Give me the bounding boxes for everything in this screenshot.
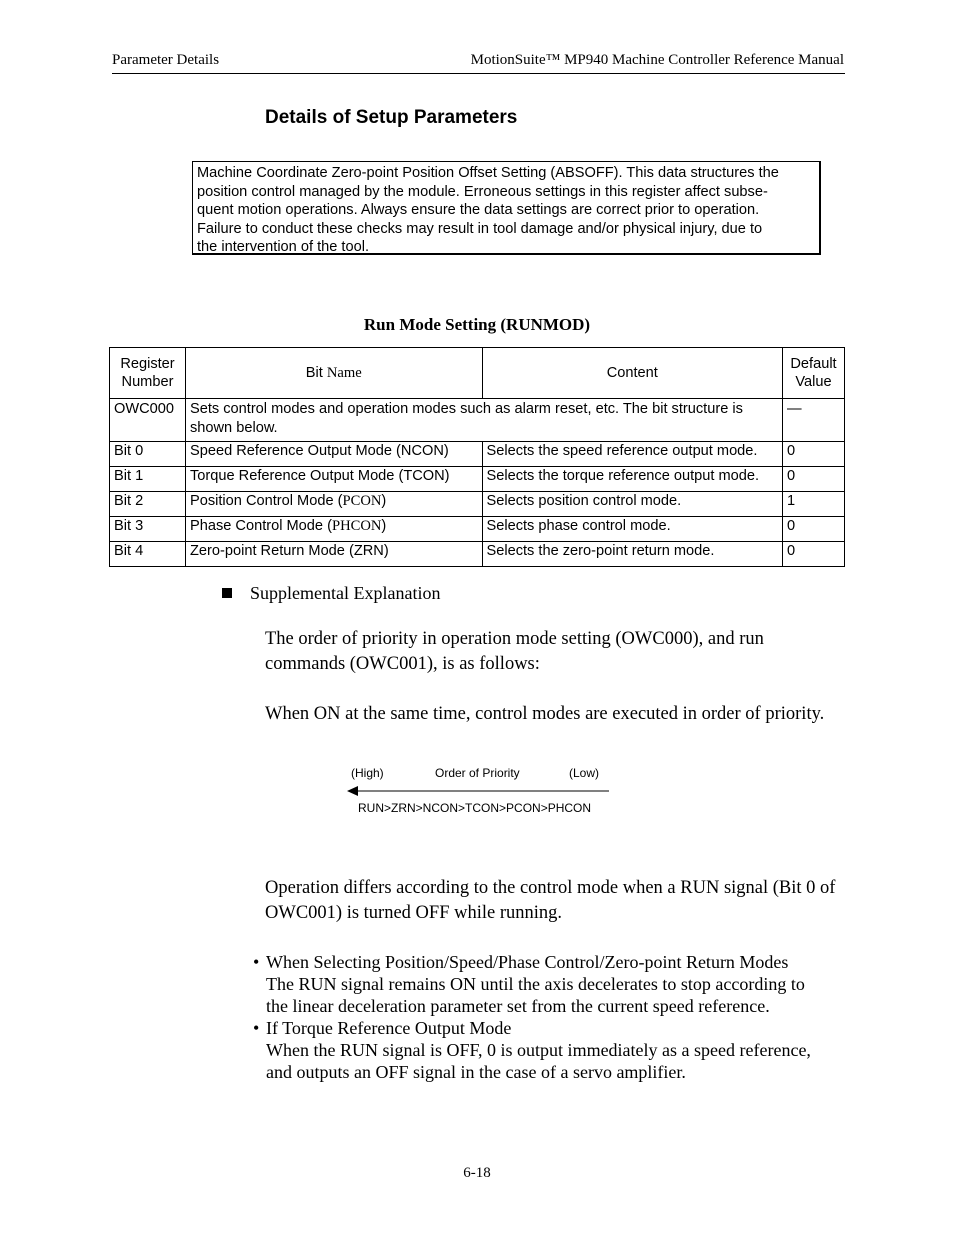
supplemental-heading: Supplemental Explanation — [250, 583, 441, 603]
cell-content: Selects the torque reference output mode. — [482, 467, 783, 492]
list-item: • When Selecting Position/Speed/Phase Control/Zero-point Return Modes The RUN signal remains ON until the axis decelerates to stop according to the linear deceleration parameter set from the current speed reference. — [253, 952, 805, 1016]
page-number: 6-18 — [463, 1165, 491, 1181]
priority-sequence: RUN>ZRN>NCON>TCON>PCON>PHCON — [358, 801, 592, 815]
bullet-icon: • — [253, 952, 260, 972]
bullet-icon: • — [253, 1018, 260, 1038]
cell-bit: Bit 0 — [110, 442, 186, 467]
table-row — [110, 442, 845, 467]
cell-name: Position Control Mode (PCON) — [185, 492, 482, 517]
cell-name: Zero-point Return Mode (ZRN) — [185, 542, 482, 567]
section-title: Details of Setup Parameters — [265, 107, 518, 128]
priority-high-label: (High) — [351, 766, 384, 780]
table-row — [110, 517, 845, 542]
cell-bit: Bit 1 — [110, 467, 186, 492]
header-register-number: Register Number — [110, 348, 186, 399]
note-line: Machine Coordinate Zero-point Position Offset Setting (ABSOFF). This data structures the — [197, 165, 779, 181]
cell-default: 0 — [783, 542, 845, 567]
control-mode-paragraph: When ON at the same time, control modes are executed in order of priority. — [265, 704, 825, 724]
priority-order-label: Order of Priority — [435, 766, 520, 780]
table-row — [110, 399, 845, 442]
note-line: position control managed by the module. Erroneous settings in this register affect subse- — [197, 183, 768, 200]
header-content: Content — [482, 348, 783, 399]
cell-default: 0 — [783, 442, 845, 467]
table-row — [110, 467, 845, 492]
table-row — [110, 542, 845, 567]
cell-name: Torque Reference Output Mode (TCON) — [185, 467, 482, 492]
cell-name: Speed Reference Output Mode (NCON) — [185, 442, 482, 467]
cell-default: 0 — [783, 517, 845, 542]
table-row — [110, 492, 845, 517]
cell-content: Selects phase control mode. — [482, 517, 783, 542]
run-signal-paragraph: Operation differs according to the control mode when a RUN signal (Bit 0 of OWC001) is turned OFF while running. — [265, 878, 836, 923]
runmod-table — [109, 347, 845, 567]
caution-note-box — [192, 161, 821, 255]
cell-default: 0 — [783, 467, 845, 492]
cell-default: 1 — [783, 492, 845, 517]
priority-paragraph: The order of priority in operation mode setting (OWC000), and run commands (OWC001), is as follows: — [265, 629, 764, 674]
header-default-value: Default Value — [783, 348, 845, 399]
mode-bullet-list — [253, 951, 811, 1083]
cell-bit: Bit 3 — [110, 517, 186, 542]
cell-bit: Bit 2 — [110, 492, 186, 517]
cell-register: OWC000 — [110, 399, 186, 442]
table-header-row — [110, 348, 845, 399]
priority-low-label: (Low) — [569, 766, 600, 780]
list-item: • If Torque Reference Output Mode When the RUN signal is OFF, 0 is output immediately as a speed reference, and outputs an OFF signal in the case of a servo amplifier. — [253, 1018, 811, 1082]
header-rule — [112, 73, 845, 74]
cell-content: Selects the speed reference output mode. — [482, 442, 783, 467]
note-line: Failure to conduct these checks may result in tool damage and/or physical injury, due to — [197, 220, 763, 237]
table-title: Run Mode Setting (RUNMOD) — [363, 315, 591, 334]
cell-content: Selects the zero-point return mode. — [482, 542, 783, 567]
cell-content: Selects position control mode. — [482, 492, 783, 517]
square-bullet-icon — [222, 588, 232, 598]
header-bit-name: Bit Name — [185, 348, 482, 399]
running-header-left: Parameter Details — [112, 52, 220, 68]
priority-arrow-icon — [345, 784, 610, 798]
note-line: the intervention of the tool. — [197, 239, 369, 256]
cell-name: Phase Control Mode (PHCON) — [185, 517, 482, 542]
cell-bit: Bit 4 — [110, 542, 186, 567]
cell-default: — — [783, 399, 845, 442]
running-header-right: MotionSuite™ MP940 Machine Controller Reference Manual — [470, 52, 844, 68]
note-line: quent motion operations. Always ensure the data settings are correct prior to operation. — [197, 202, 760, 219]
cell-description: Sets control modes and operation modes such as alarm reset, etc. The bit structure is shown below. — [185, 399, 782, 442]
